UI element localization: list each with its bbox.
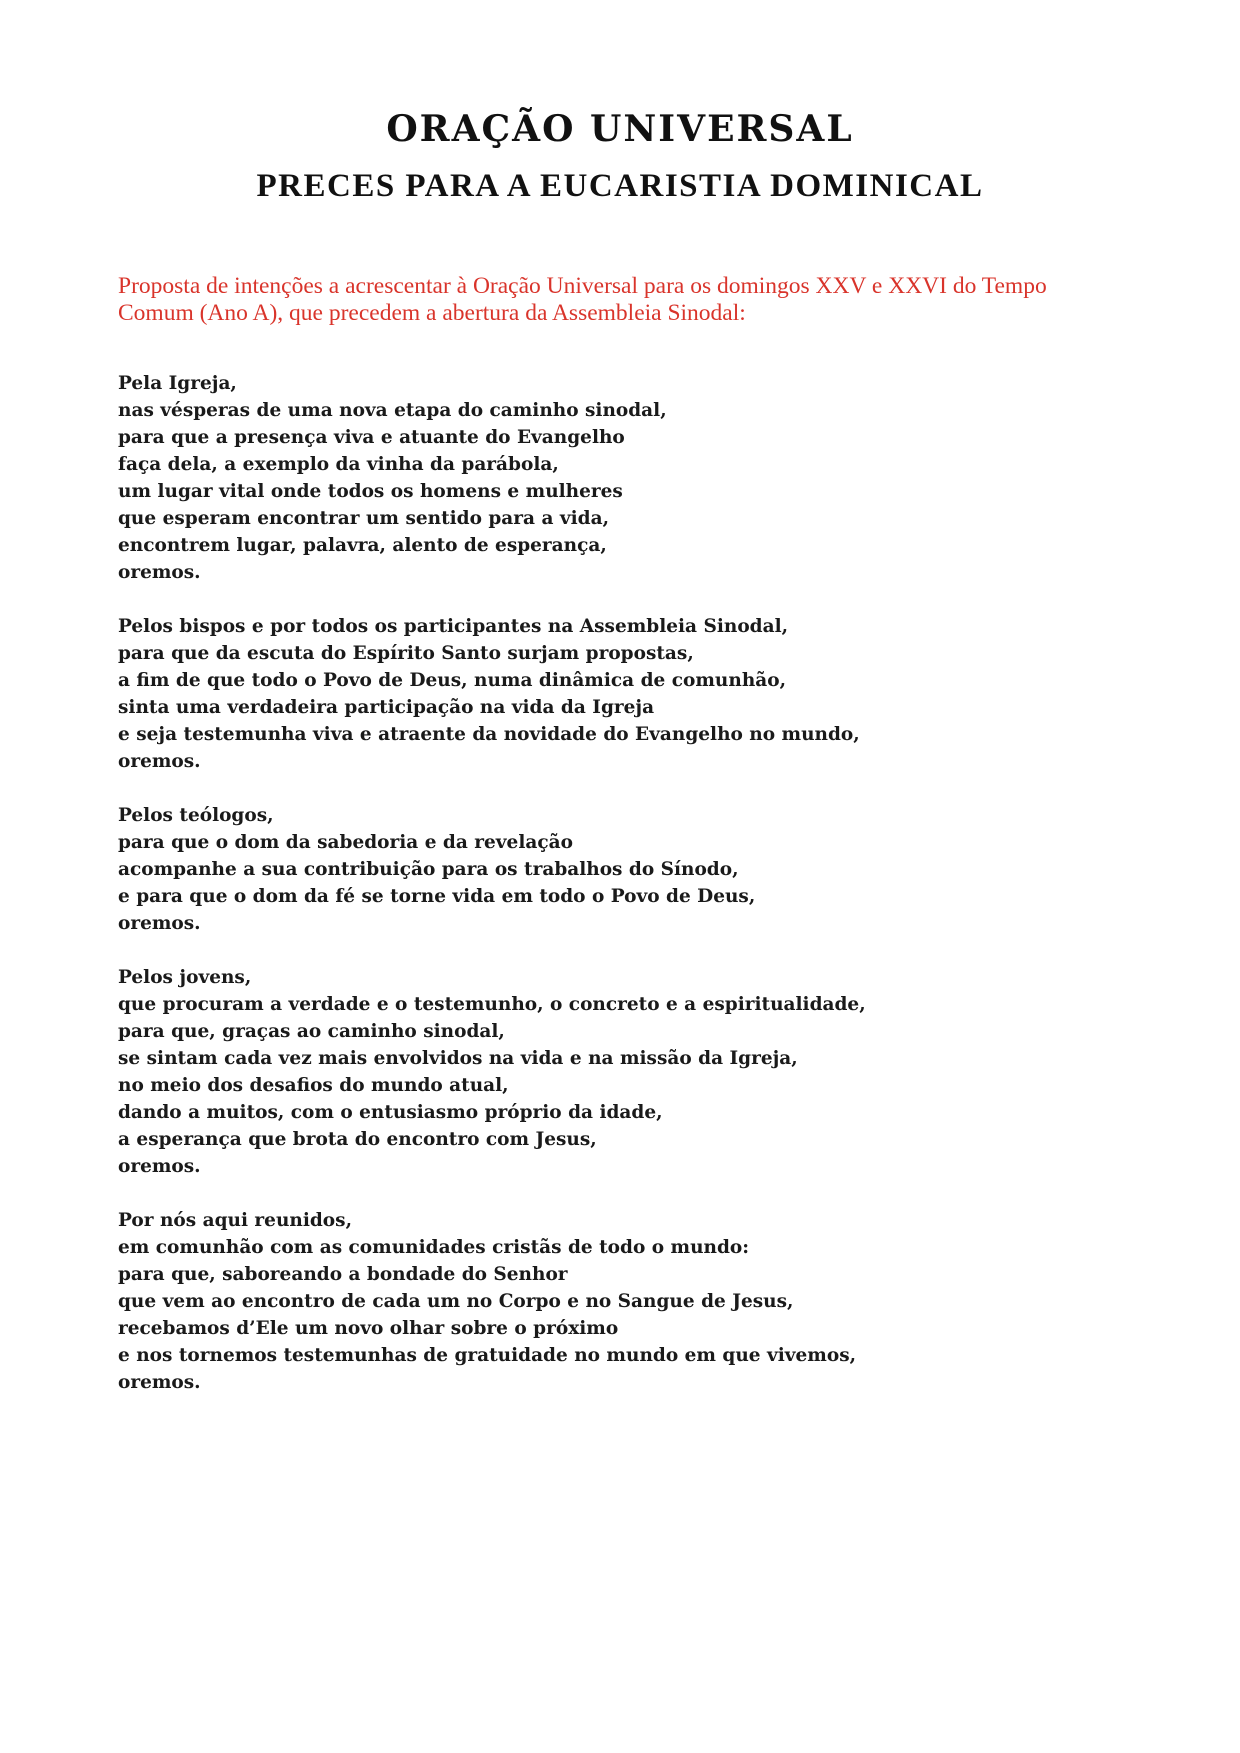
prayer-heading-line: Pelos bispos e por todos os participantes na Assembleia Sinodal, bbox=[118, 616, 789, 637]
prayer-line: oremos. bbox=[118, 562, 201, 583]
page-title: ORAÇÃO UNIVERSAL bbox=[386, 108, 854, 150]
prayer-heading-line: Pelos jovens, bbox=[118, 967, 252, 988]
prayer-line: oremos. bbox=[118, 913, 201, 934]
intro-line: Comum (Ano A), que precedem a abertura da Assembleia Sinodal: bbox=[118, 300, 746, 326]
prayer-line: oremos. bbox=[118, 1372, 201, 1393]
prayer-line: oremos. bbox=[118, 751, 201, 772]
prayer-heading-line: Pela Igreja, bbox=[118, 373, 237, 394]
prayer-line: que esperam encontrar um sentido para a vida, bbox=[118, 508, 610, 529]
prayer-line: no meio dos desafios do mundo atual, bbox=[118, 1075, 509, 1096]
prayer-line: e nos tornemos testemunhas de gratuidade no mundo em que vivemos, bbox=[118, 1345, 857, 1366]
prayer-line: a fim de que todo o Povo de Deus, numa dinâmica de comunhão, bbox=[118, 670, 787, 691]
prayer-line: encontrem lugar, palavra, alento de esperança, bbox=[118, 535, 607, 556]
prayer-line: para que, graças ao caminho sinodal, bbox=[118, 1021, 505, 1042]
prayer-intention bbox=[118, 1207, 1118, 1396]
prayer-line: e seja testemunha viva e atraente da novidade do Evangelho no mundo, bbox=[118, 724, 860, 745]
prayer-line: em comunhão com as comunidades cristãs de todo o mundo: bbox=[118, 1237, 750, 1258]
prayer-line: para que o dom da sabedoria e da revelação bbox=[118, 832, 573, 853]
prayer-list bbox=[118, 370, 1118, 1423]
prayer-line: que procuram a verdade e o testemunho, o concreto e a espiritualidade, bbox=[118, 994, 866, 1015]
prayer-intention bbox=[118, 802, 1118, 937]
prayer-line: faça dela, a exemplo da vinha da parábola, bbox=[118, 454, 559, 475]
prayer-line: para que da escuta do Espírito Santo surjam propostas, bbox=[118, 643, 694, 664]
prayer-line: que vem ao encontro de cada um no Corpo e no Sangue de Jesus, bbox=[118, 1291, 794, 1312]
prayer-heading-line: Pelos teólogos, bbox=[118, 805, 274, 826]
prayer-line: sinta uma verdadeira participação na vida da Igreja bbox=[118, 697, 655, 718]
prayer-line: dando a muitos, com o entusiasmo próprio da idade, bbox=[118, 1102, 663, 1123]
intro-paragraph bbox=[118, 273, 1138, 327]
prayer-line: acompanhe a sua contribuição para os trabalhos do Sínodo, bbox=[118, 859, 739, 880]
prayer-intention bbox=[118, 613, 1118, 775]
prayer-line: nas vésperas de uma nova etapa do caminho sinodal, bbox=[118, 400, 667, 421]
intro-line: Proposta de intenções a acrescentar à Oração Universal para os domingos XXV e XXVI do Tempo bbox=[118, 273, 1047, 299]
prayer-heading-line: Por nós aqui reunidos, bbox=[118, 1210, 353, 1231]
prayer-line: para que, saboreando a bondade do Senhor bbox=[118, 1264, 568, 1285]
prayer-intention bbox=[118, 964, 1118, 1180]
prayer-line: a esperança que brota do encontro com Jesus, bbox=[118, 1129, 597, 1150]
prayer-line: se sintam cada vez mais envolvidos na vida e na missão da Igreja, bbox=[118, 1048, 798, 1069]
prayer-line: oremos. bbox=[118, 1156, 201, 1177]
page-subtitle: PRECES PARA A EUCARISTIA DOMINICAL bbox=[256, 168, 984, 204]
prayer-line: e para que o dom da fé se torne vida em todo o Povo de Deus, bbox=[118, 886, 756, 907]
prayer-intention bbox=[118, 370, 1118, 586]
prayer-line: recebamos d’Ele um novo olhar sobre o próximo bbox=[118, 1318, 619, 1339]
prayer-line: um lugar vital onde todos os homens e mulheres bbox=[118, 481, 623, 502]
prayer-line: para que a presença viva e atuante do Evangelho bbox=[118, 427, 625, 448]
